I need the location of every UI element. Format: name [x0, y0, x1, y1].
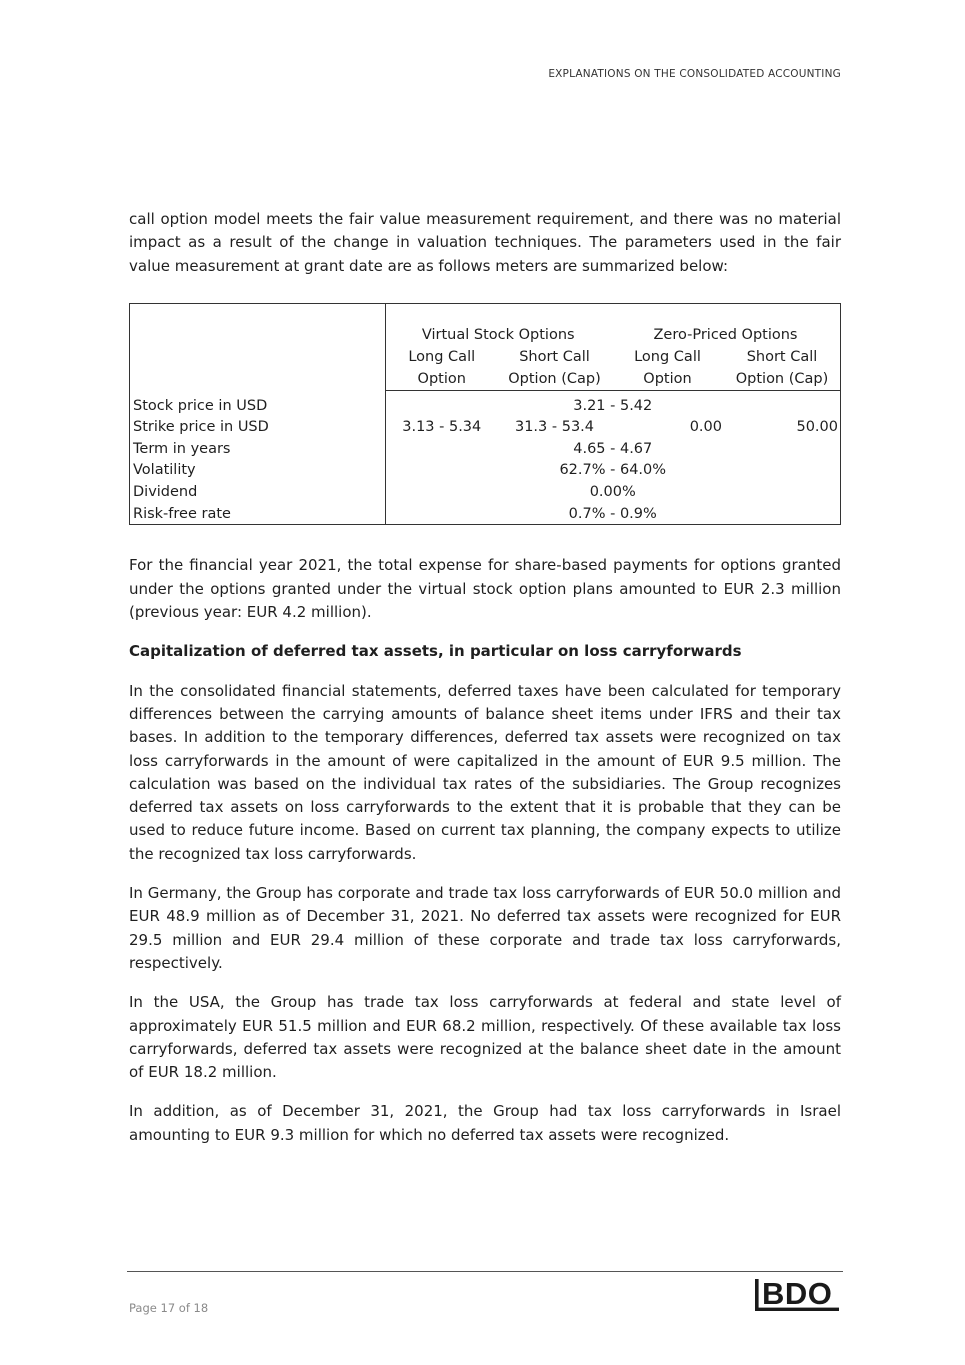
table-row: [130, 416, 840, 438]
table-row: [130, 481, 840, 503]
row-label-risk-free: Risk-free rate: [133, 505, 231, 522]
row-label-dividend: Dividend: [133, 484, 198, 501]
running-header: EXPLANATIONS ON THE CONSOLIDATED ACCOUNTING: [548, 68, 841, 80]
subheader-virtual-long-2: Option: [385, 368, 498, 391]
intro-paragraph: call option model meets the fair value measurement requirement, and there was no material impact as a result of the change in valuation techniques. The parameters used in the fair value measurement at grant date are as follows meters are summarized below:: [129, 210, 841, 275]
israel-paragraph: In addition, as of December 31, 2021, the Group had tax loss carryforwards in Israel amounting to EUR 9.3 million for which no deferred tax assets were recognized.: [129, 1102, 841, 1144]
logo-text: BDO: [762, 1279, 833, 1311]
value-term: 4.65 - 4.67: [385, 438, 840, 460]
value-strike-virtual-long: 3.13 - 5.34: [385, 416, 498, 438]
germany-paragraph: In Germany, the Group has corporate and trade tax loss carryforwards of EUR 50.0 million and EUR 48.9 million as of December 31, 2021. No deferred tax assets were recognized for EUR 29.5 million and EUR 29.4 million of these corporate and trade tax loss carryforwards, respectively.: [129, 884, 841, 972]
table-row: [130, 460, 840, 482]
deferred-tax-paragraph: In the consolidated financial statements, deferred taxes have been calculated for temporary differences between the carrying amounts of balance sheet items under IFRS and their tax bases. In addition to the temporary differences, deferred tax assets were recognized on tax loss carryforwards in the amount of were capitalized in the amount of EUR 9.5 million. The calculation was based on the individual tax rates of the subsidiaries. The Group recognizes deferred tax assets on loss carryforwards to the extent that it is probable that they can be used to reduce future income. Based on current tax planning, the company expects to utilize the recognized tax loss carryforwards.: [129, 681, 841, 863]
subheader-virtual-long: Long Call: [385, 346, 498, 368]
table-row: [130, 503, 840, 525]
value-strike-virtual-short: 31.3 - 53.4: [514, 419, 595, 436]
subheader-zero-long-2: Option: [611, 368, 724, 391]
subheader-zero-short: Short Call: [746, 348, 818, 365]
value-strike-zero-short: 50.00: [796, 419, 838, 436]
footer-divider: [127, 1271, 843, 1272]
group-header-virtual: Virtual Stock Options: [385, 324, 611, 346]
row-label-strike-price: Strike price in USD: [133, 419, 269, 436]
group-header-zero-priced: Zero-Priced Options: [653, 326, 798, 343]
usa-paragraph: In the USA, the Group has trade tax loss carryforwards at federal and state level of approximately EUR 51.5 million and EUR 68.2 million, respectively. Of these available tax loss carryforwards, deferred tax assets were recognized at the balance sheet date in the amount of EUR 18.2 million.: [129, 993, 841, 1082]
subheader-virtual-short: Short Call: [519, 348, 590, 365]
expense-paragraph: For the financial year 2021, the total expense for share-based payments for options granted under the options granted under the virtual stock option plans amounted to EUR 2.3 million (previous year: EUR 4.2 million).: [129, 556, 841, 622]
table-row: [130, 438, 840, 460]
value-volatility: 62.7% - 64.0%: [385, 460, 840, 482]
bdo-logo: [754, 1279, 840, 1313]
page-content: [129, 208, 841, 1163]
page-number: Page 17 of 18: [129, 1301, 209, 1315]
row-label-stock-price: Stock price in USD: [133, 397, 268, 414]
section-heading: Capitalization of deferred tax assets, in particular on loss carryforwards: [129, 642, 742, 661]
row-label-volatility: Volatility: [133, 462, 196, 479]
table-row: [130, 395, 840, 417]
value-dividend: 0.00%: [385, 481, 840, 503]
subheader-zero-long: Long Call: [634, 348, 701, 365]
subheader-virtual-short-2: Option (Cap): [498, 368, 611, 391]
subheader-zero-short-2: Option (Cap): [724, 368, 840, 391]
value-stock-price: 3.21 - 5.42: [385, 395, 840, 417]
value-strike-zero-long: 0.00: [689, 419, 722, 436]
fair-value-parameters-table: [129, 303, 841, 526]
value-risk-free: 0.7% - 0.9%: [385, 503, 840, 525]
row-label-term: Term in years: [133, 440, 231, 457]
